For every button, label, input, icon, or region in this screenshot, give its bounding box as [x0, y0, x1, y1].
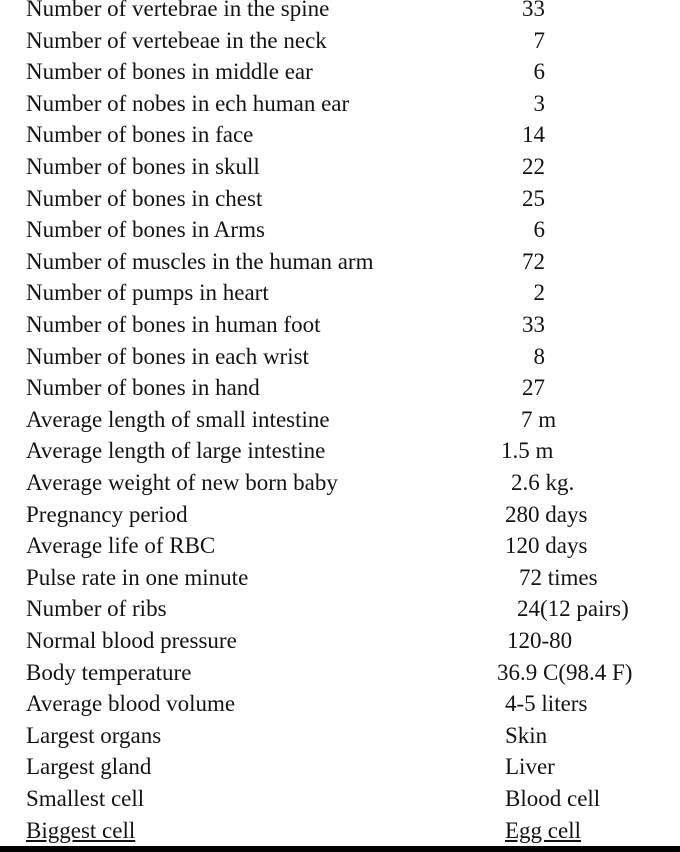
fact-value: Liver [505, 754, 555, 780]
fact-label: Average length of large intestine [26, 438, 326, 464]
table-row [0, 815, 680, 847]
table-row [0, 499, 680, 531]
fact-value: 3 [533, 90, 545, 116]
fact-value: 27 [522, 375, 545, 401]
fact-value: 33 [522, 312, 545, 337]
fact-value: Blood cell [505, 786, 601, 811]
table-row [0, 214, 680, 246]
fact-label: Largest gland [26, 754, 152, 780]
table-row [0, 372, 680, 404]
fact-label: Smallest cell [26, 786, 145, 811]
table-row [0, 119, 680, 151]
table-row [0, 183, 680, 215]
fact-label: Number of bones in Arms [26, 217, 265, 243]
table-row [0, 783, 680, 815]
fact-value: 4-5 liters [505, 691, 588, 717]
fact-label: Number of nobes in ech human ear [26, 90, 350, 116]
fact-label: Biggest cell [26, 817, 136, 843]
fact-label: Average blood volume [26, 691, 236, 717]
table-row [0, 25, 680, 57]
table-row [0, 467, 680, 499]
fact-label: Number of bones in face [26, 122, 254, 148]
fact-label: Number of bones in human foot [26, 312, 321, 337]
table-row [0, 277, 680, 309]
fact-value: 7 m [521, 406, 557, 432]
fact-value: 24(12 pairs) [517, 596, 629, 622]
fact-label: Number of bones in skull [26, 154, 260, 179]
fact-value: 72 [522, 248, 545, 274]
fact-label: Number of bones in middle ear [26, 59, 313, 85]
table-row [0, 530, 680, 562]
fact-value: 33 [522, 0, 545, 21]
fact-value: 2.6 kg. [511, 470, 575, 495]
table-row [0, 341, 680, 373]
fact-label: Body temperature [26, 659, 192, 685]
table-row [0, 435, 680, 467]
fact-value: 120 days [505, 533, 588, 559]
fact-label: Number of muscles in the human arm [26, 248, 374, 274]
fact-value: 25 [522, 185, 545, 211]
table-row [0, 151, 680, 183]
fact-value: Egg cell [505, 817, 581, 843]
fact-label: Number of bones in each wrist [26, 343, 309, 369]
table-row [0, 56, 680, 88]
fact-value: 72 times [519, 564, 598, 590]
fact-value: 120-80 [507, 628, 573, 653]
fact-value: 14 [522, 122, 545, 148]
fact-label: Pregnancy period [26, 501, 188, 527]
table-row [0, 88, 680, 120]
table-row [0, 0, 680, 25]
fact-label: Number of bones in hand [26, 375, 260, 401]
table-row [0, 562, 680, 594]
fact-label: Average life of RBC [26, 533, 216, 559]
fact-value: 280 days [505, 501, 588, 527]
fact-value: 36.9 C(98.4 F) [497, 659, 633, 685]
fact-label: Pulse rate in one minute [26, 564, 249, 590]
fact-value: 6 [533, 59, 545, 85]
table-row [0, 309, 680, 341]
fact-label: Number of bones in chest [26, 185, 263, 211]
fact-label: Number of pumps in heart [26, 280, 269, 306]
fact-label: Number of ribs [26, 596, 167, 622]
fact-value: 1.5 m [501, 438, 554, 464]
fact-value: 6 [533, 217, 545, 243]
bottom-rule [0, 846, 680, 852]
fact-label: Number of vertebeae in the neck [26, 27, 327, 53]
fact-label: Average weight of new born baby [26, 470, 338, 495]
fact-value: 8 [533, 343, 545, 369]
table-row [0, 688, 680, 720]
fact-value: 7 [533, 27, 545, 53]
fact-value: Skin [505, 722, 548, 748]
table-row [0, 593, 680, 625]
fact-value: 2 [533, 280, 545, 306]
fact-label: Average length of small intestine [26, 406, 330, 432]
table-row [0, 751, 680, 783]
table-row [0, 404, 680, 436]
table-row [0, 720, 680, 752]
fact-value: 22 [522, 154, 545, 179]
fact-label: Number of vertebrae in the spine [26, 0, 330, 21]
table-row [0, 246, 680, 278]
table-row [0, 625, 680, 657]
fact-label: Largest organs [26, 722, 162, 748]
table-row [0, 657, 680, 689]
fact-label: Normal blood pressure [26, 628, 237, 653]
